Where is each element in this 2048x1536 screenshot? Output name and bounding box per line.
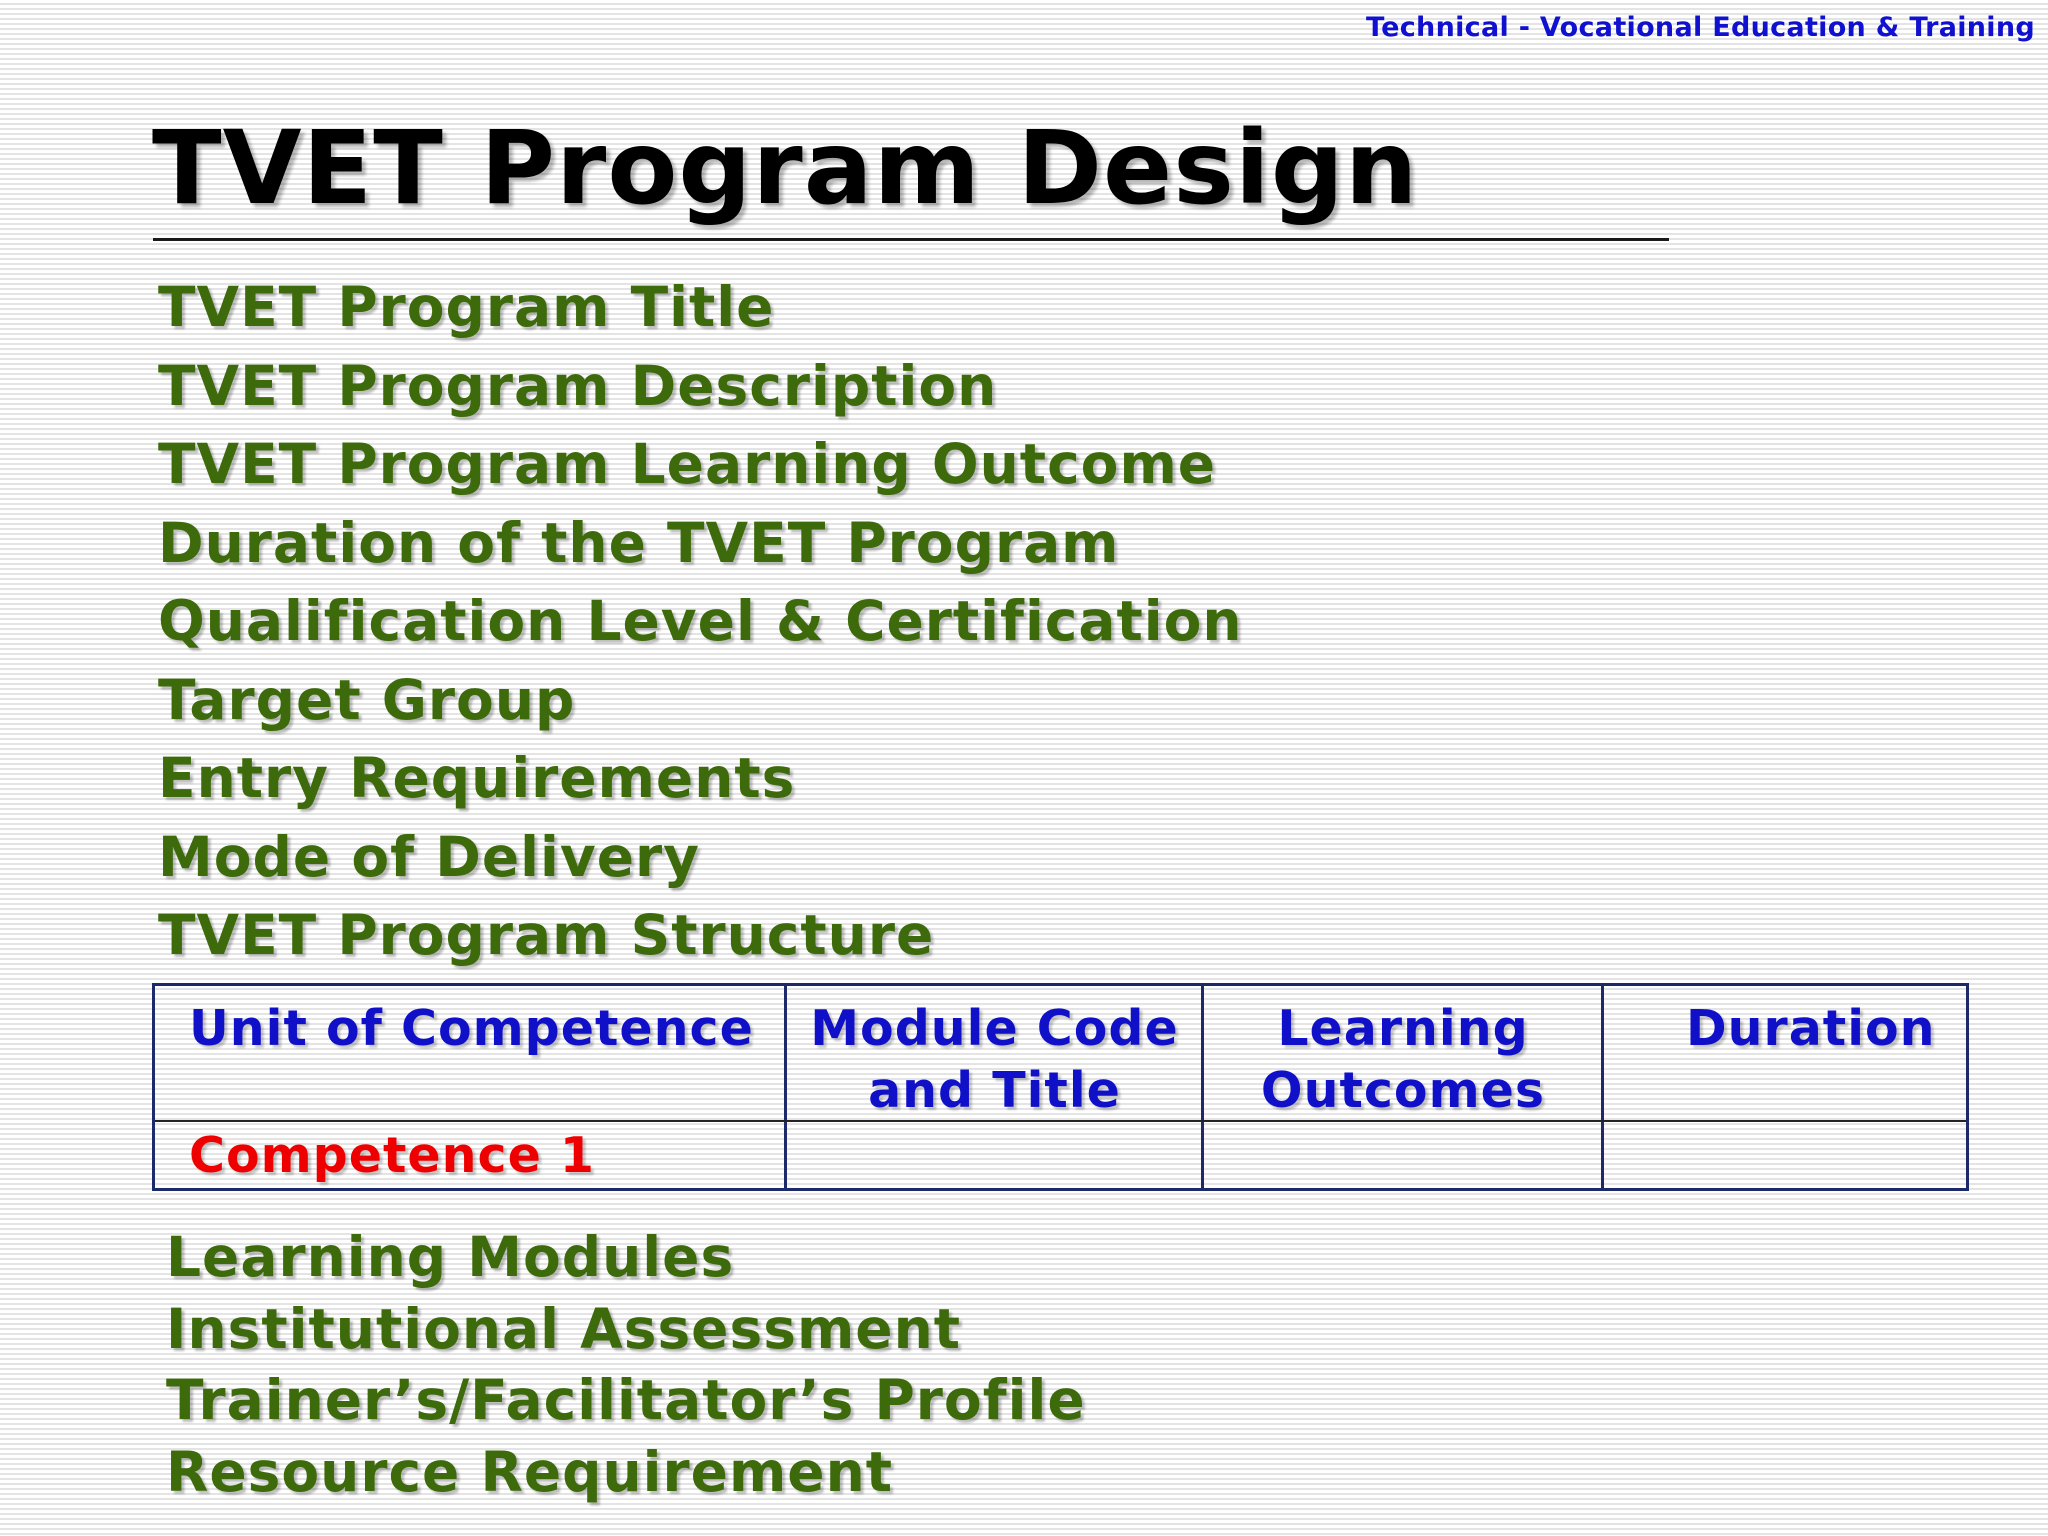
table-header-outcomes-line2: Outcomes xyxy=(1260,1062,1546,1119)
table-header-module-line2: and Title xyxy=(868,1062,1121,1119)
header-tagline: Technical - Vocational Education & Training xyxy=(1366,12,2035,43)
topic-list-continued xyxy=(166,1222,1086,1508)
topic-list xyxy=(158,272,1243,979)
topic-item-program-structure: TVET Program Structure xyxy=(158,903,935,967)
table-header-unit: Unit of Competence xyxy=(189,1000,754,1057)
topic-item-institutional-assessment: Institutional Assessment xyxy=(166,1296,962,1361)
topic-item-duration: Duration of the TVET Program xyxy=(158,510,1120,575)
table-header-outcomes-line1: Learning xyxy=(1277,1000,1529,1057)
topic-item-trainer-profile: Trainer’s/Facilitator’s Profile xyxy=(166,1368,1086,1432)
topic-item-resource-requirement: Resource Requirement xyxy=(166,1439,894,1504)
table-header-outcomes xyxy=(1205,998,1601,1122)
topic-item-program-title: TVET Program Title xyxy=(158,275,775,339)
table-header-module-line1: Module Code xyxy=(810,1000,1179,1057)
table-column-divider xyxy=(1601,986,1604,1188)
program-structure-table xyxy=(152,983,1969,1191)
topic-item-qualification: Qualification Level & Certification xyxy=(158,589,1243,653)
topic-item-learning-modules: Learning Modules xyxy=(166,1225,735,1289)
table-header-duration: Duration xyxy=(1686,1000,1936,1057)
topic-item-program-description: TVET Program Description xyxy=(158,353,998,418)
topic-item-entry-requirements: Entry Requirements xyxy=(158,746,796,810)
topic-item-learning-outcome: TVET Program Learning Outcome xyxy=(158,432,1217,496)
slide-title: TVET Program Design xyxy=(152,109,1419,228)
title-underline xyxy=(153,238,1669,241)
topic-item-target-group: Target Group xyxy=(158,667,576,732)
table-header-module xyxy=(785,998,1204,1122)
table-cell-unit: Competence 1 xyxy=(189,1127,595,1184)
topic-item-mode-of-delivery: Mode of Delivery xyxy=(158,824,700,889)
